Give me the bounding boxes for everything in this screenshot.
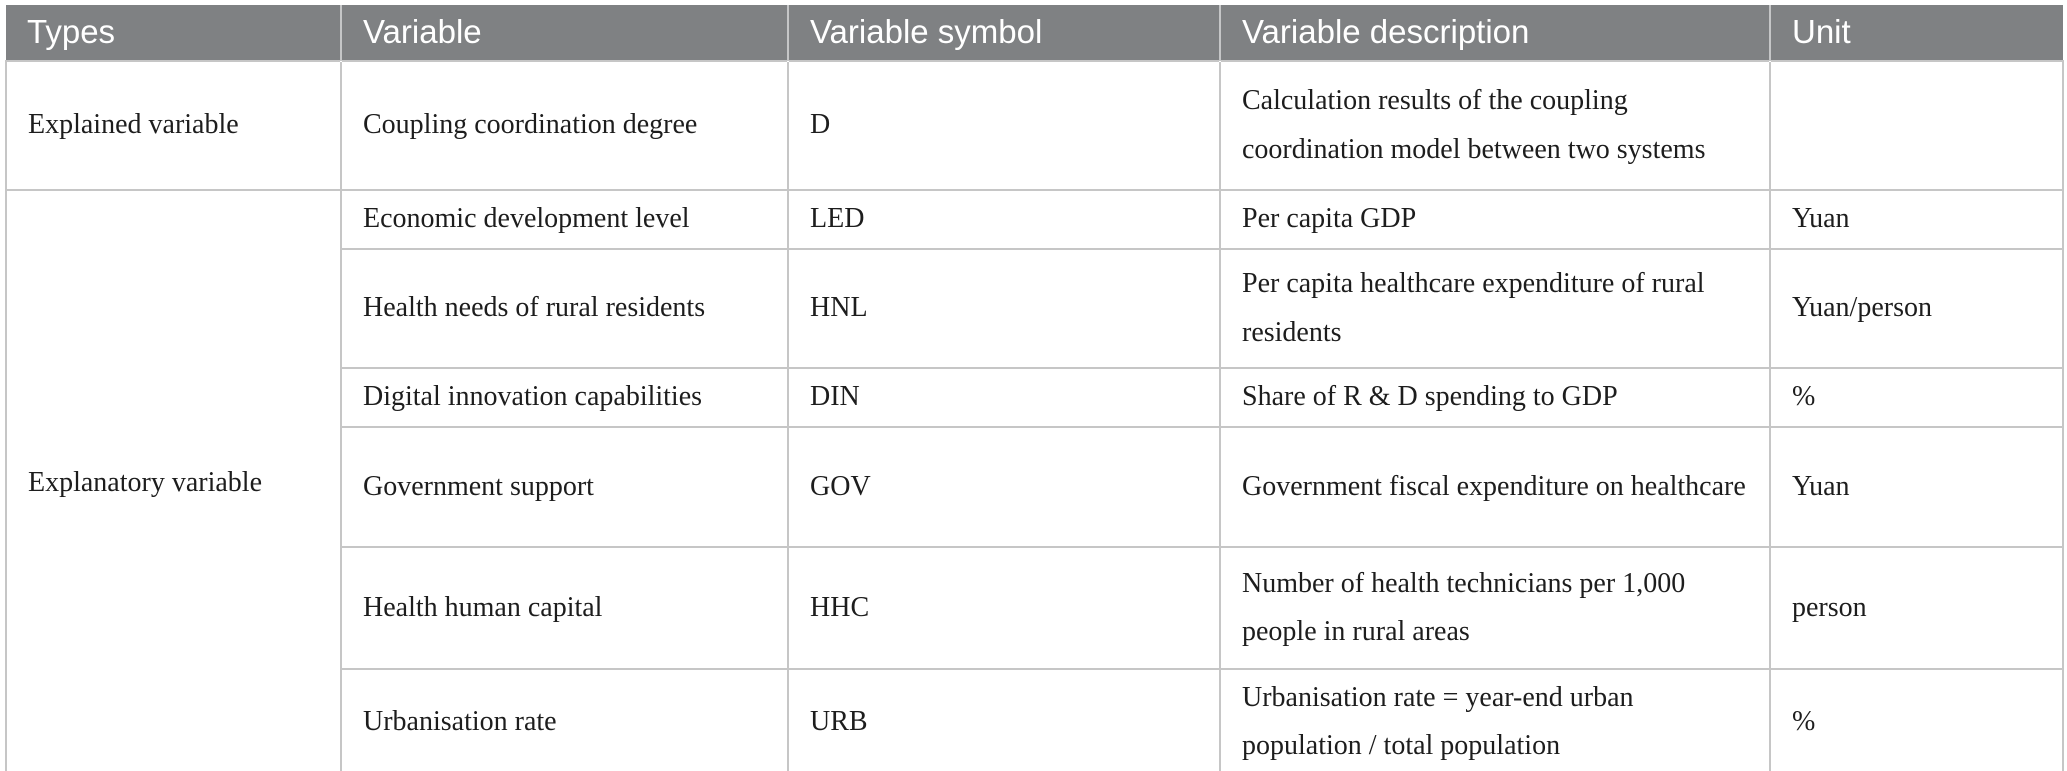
type-cell-explanatory: Explanatory variable [6, 190, 341, 771]
variable-cell: Government support [341, 427, 788, 547]
symbol-cell: HHC [788, 547, 1220, 669]
col-header-variable-description: Variable description [1220, 5, 1770, 61]
variable-cell: Urbanisation rate [341, 669, 788, 771]
variable-cell: Health needs of rural residents [341, 249, 788, 368]
variable-cell: Health human capital [341, 547, 788, 669]
col-header-unit: Unit [1770, 5, 2063, 61]
description-cell: Number of health technicians per 1,000 people in rural areas [1220, 547, 1770, 669]
description-cell: Per capita healthcare expenditure of rural residents [1220, 249, 1770, 368]
symbol-cell: LED [788, 190, 1220, 249]
unit-cell: Yuan [1770, 190, 2063, 249]
header-row [6, 5, 2063, 61]
symbol-cell: D [788, 61, 1220, 190]
table-row-coupling-coordination [6, 61, 2063, 190]
unit-cell: Yuan/person [1770, 249, 2063, 368]
symbol-cell: URB [788, 669, 1220, 771]
table-row-economic-development [6, 190, 2063, 249]
variable-cell: Digital innovation capabilities [341, 368, 788, 427]
description-cell: Share of R & D spending to GDP [1220, 368, 1770, 427]
col-header-variable-symbol: Variable symbol [788, 5, 1220, 61]
description-cell: Urbanisation rate = year-end urban population / total population [1220, 669, 1770, 771]
unit-cell [1770, 61, 2063, 190]
variables-table [5, 5, 2064, 771]
variable-cell: Economic development level [341, 190, 788, 249]
description-cell: Per capita GDP [1220, 190, 1770, 249]
description-cell: Government fiscal expenditure on healthcare [1220, 427, 1770, 547]
symbol-cell: DIN [788, 368, 1220, 427]
type-cell-explained: Explained variable [6, 61, 341, 190]
description-cell: Calculation results of the coupling coordination model between two systems [1220, 61, 1770, 190]
unit-cell: % [1770, 368, 2063, 427]
unit-cell: % [1770, 669, 2063, 771]
unit-cell: Yuan [1770, 427, 2063, 547]
table-header [6, 5, 2063, 61]
variables-table-wrap [5, 5, 2064, 771]
symbol-cell: HNL [788, 249, 1220, 368]
col-header-variable: Variable [341, 5, 788, 61]
unit-cell: person [1770, 547, 2063, 669]
table-body [6, 61, 2063, 771]
symbol-cell: GOV [788, 427, 1220, 547]
variable-cell: Coupling coordination degree [341, 61, 788, 190]
col-header-types: Types [6, 5, 341, 61]
